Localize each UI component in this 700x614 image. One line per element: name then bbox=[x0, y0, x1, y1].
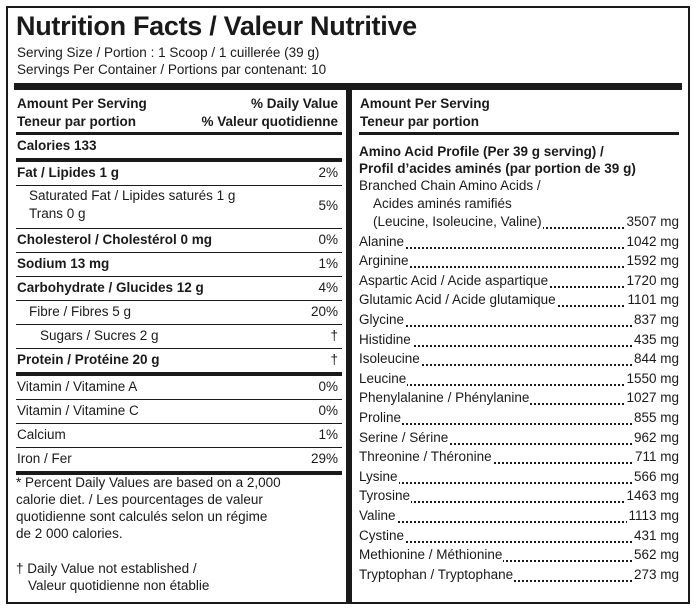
nutrient-value: 0% bbox=[318, 403, 338, 418]
amino-name: Phenylalanine / Phénylanine bbox=[359, 390, 530, 406]
saturated-fat-row bbox=[16, 186, 342, 229]
amino-acid-row bbox=[359, 487, 679, 507]
amino-name: Leucine bbox=[359, 370, 407, 386]
nutrient-table-header bbox=[16, 90, 342, 135]
nutrient-value: 29% bbox=[310, 451, 338, 466]
amino-profile-title bbox=[359, 143, 679, 177]
amount-per-serving-en: Amount Per Serving bbox=[17, 96, 147, 111]
amino-name: Tryptophan / Tryptophane bbox=[359, 566, 514, 582]
amino-acid-list bbox=[359, 233, 679, 586]
amino-name: Threonine / Théronine bbox=[359, 449, 492, 465]
amino-acid-row bbox=[359, 429, 679, 449]
amino-value: 844 mg bbox=[633, 351, 679, 367]
nutrient-label: Iron / Fer bbox=[17, 451, 72, 466]
amino-name: Proline bbox=[359, 409, 402, 425]
amino-value: 566 mg bbox=[633, 468, 679, 484]
nutrition-facts-panel bbox=[6, 6, 690, 604]
amount-per-serving-fr: Teneur par portion bbox=[17, 114, 137, 129]
nutrient-label: Carbohydrate / Glucides 12 g bbox=[17, 280, 204, 295]
amino-acid-row bbox=[359, 527, 679, 547]
amino-name: Histidine bbox=[359, 331, 411, 347]
nutrient-value: 4% bbox=[318, 280, 338, 295]
footnote-line: Valeur quotidienne non établie bbox=[28, 578, 210, 593]
amino-name: Isoleucine bbox=[359, 351, 420, 367]
cholesterol-row bbox=[16, 229, 342, 253]
amino-acid-row bbox=[359, 389, 679, 409]
amino-value: 1101 mg bbox=[627, 292, 679, 308]
protein-row bbox=[16, 349, 342, 376]
nutrient-sublabel: Trans 0 g bbox=[29, 206, 86, 221]
amino-acid-row bbox=[359, 291, 679, 311]
footnote-daily-value bbox=[16, 474, 281, 542]
amino-value: 1550 mg bbox=[626, 370, 679, 386]
amino-acid-row bbox=[359, 370, 679, 390]
footnote-line: * Percent Daily Values are based on a 2,000 bbox=[16, 475, 281, 490]
amino-name: Methionine / Méthionine bbox=[359, 547, 503, 563]
footnote-line: de 2 000 calories. bbox=[16, 526, 123, 541]
amino-acid-row bbox=[359, 468, 679, 488]
serving-size: Serving Size / Portion : 1 Scoop / 1 cuillerée (39 g) bbox=[17, 45, 320, 60]
amino-acid-row bbox=[359, 311, 679, 331]
nutrient-label: Calcium bbox=[17, 427, 66, 442]
page-title: Nutrition Facts / Valeur Nutritive bbox=[16, 11, 417, 41]
fat-row bbox=[16, 162, 342, 186]
amino-name: Glycine bbox=[359, 311, 405, 327]
amino-value: 1027 mg bbox=[626, 390, 679, 406]
amino-acid-table bbox=[359, 90, 679, 585]
leader-dots bbox=[359, 541, 679, 543]
nutrient-value: 20% bbox=[310, 304, 338, 319]
nutrient-label: Vitamin / Vitamine C bbox=[17, 403, 139, 418]
fibre-row bbox=[16, 301, 342, 325]
amino-acid-row bbox=[359, 350, 679, 370]
nutrient-value: 1% bbox=[318, 427, 338, 442]
nutrient-label: Protein / Protéine 20 g bbox=[17, 352, 160, 367]
bcaa-label-fr: Acides aminés ramifiés bbox=[373, 196, 512, 211]
nutrient-value: 0% bbox=[318, 232, 338, 247]
amount-per-serving-en: Amount Per Serving bbox=[360, 96, 490, 111]
amino-profile-title-fr: Profil d’acides aminés (par portion de 39 g) bbox=[359, 161, 636, 176]
amino-value: 1113 mg bbox=[628, 507, 679, 523]
amino-value: 273 mg bbox=[633, 566, 679, 582]
amino-value: 1720 mg bbox=[626, 272, 679, 288]
calories-label: Calories 133 bbox=[17, 138, 97, 153]
leader-dots bbox=[359, 482, 679, 484]
amino-table-header bbox=[359, 90, 679, 135]
amino-acid-row bbox=[359, 409, 679, 429]
footnote-dagger bbox=[16, 560, 209, 594]
nutrient-value: 1% bbox=[318, 256, 338, 271]
amino-name: Arginine bbox=[359, 253, 409, 269]
leader-dots bbox=[359, 325, 679, 327]
nutrient-label: Fibre / Fibres 5 g bbox=[29, 304, 132, 319]
nutrient-value: 5% bbox=[318, 198, 338, 213]
amino-name: Tyrosine bbox=[359, 488, 411, 504]
daily-value-fr: % Valeur quotidienne bbox=[201, 114, 338, 129]
bcaa-block bbox=[359, 177, 679, 213]
amino-value: 1592 mg bbox=[626, 253, 679, 269]
nutrient-value: 2% bbox=[318, 165, 338, 180]
amino-name: Cystine bbox=[359, 527, 405, 543]
amino-acid-row bbox=[359, 448, 679, 468]
nutrient-table bbox=[16, 90, 342, 475]
servings-per-container: Servings Per Container / Portions par contenant: 10 bbox=[17, 62, 327, 77]
amino-name: (Leucine, Isoleucine, Valine) bbox=[359, 214, 543, 229]
vitamin-c-row bbox=[16, 400, 342, 424]
amino-value: 431 mg bbox=[633, 527, 679, 543]
carbohydrate-row bbox=[16, 277, 342, 301]
footnote-line: calorie diet. / Les pourcentages de valeur bbox=[16, 492, 263, 507]
sodium-row bbox=[16, 253, 342, 277]
amino-acid-row bbox=[359, 566, 679, 586]
amino-value: 435 mg bbox=[633, 331, 679, 347]
amino-name: Lysine bbox=[359, 468, 398, 484]
amino-name: Valine bbox=[359, 507, 396, 523]
bcaa-label-en: Branched Chain Amino Acids / bbox=[359, 178, 541, 193]
amino-acid-row bbox=[359, 252, 679, 272]
calories-row bbox=[16, 135, 342, 162]
column-divider bbox=[346, 83, 352, 602]
nutrient-label: Sodium 13 mg bbox=[17, 256, 110, 271]
nutrient-value: 0% bbox=[318, 379, 338, 394]
amino-name: Alanine bbox=[359, 233, 405, 249]
nutrient-value: † bbox=[330, 352, 338, 367]
amino-name: Aspartic Acid / Acide aspartique bbox=[359, 272, 549, 288]
amino-value: 855 mg bbox=[633, 409, 679, 425]
amino-name: Serine / Sérine bbox=[359, 429, 449, 445]
amino-value: 1042 mg bbox=[626, 233, 679, 249]
amino-profile-title-en: Amino Acid Profile (Per 39 g serving) / bbox=[359, 144, 604, 159]
amount-per-serving-fr: Teneur par portion bbox=[360, 114, 480, 129]
footnote-line: quotidienne sont calculés selon un régime bbox=[16, 509, 268, 524]
nutrient-label: Cholesterol / Cholestérol 0 mg bbox=[17, 232, 213, 247]
amino-acid-row bbox=[359, 546, 679, 566]
amino-acid-row bbox=[359, 272, 679, 292]
calcium-row bbox=[16, 424, 342, 448]
amino-acid-row bbox=[359, 331, 679, 351]
nutrient-label: Saturated Fat / Lipides saturés 1 g bbox=[29, 188, 236, 203]
amino-acid-row bbox=[359, 233, 679, 253]
amino-value: 1463 mg bbox=[626, 488, 679, 504]
amino-value: 562 mg bbox=[633, 547, 679, 563]
amino-value: 962 mg bbox=[633, 429, 679, 445]
bcaa-row bbox=[359, 213, 679, 233]
nutrient-value: † bbox=[330, 328, 338, 343]
nutrient-label: Vitamin / Vitamine A bbox=[17, 379, 138, 394]
vitamin-a-row bbox=[16, 376, 342, 400]
leader-dots bbox=[359, 423, 679, 425]
daily-value-en: % Daily Value bbox=[250, 96, 338, 111]
amino-name: Glutamic Acid / Acide glutamique bbox=[359, 292, 556, 308]
amino-value: 711 mg bbox=[634, 449, 679, 465]
nutrient-label: Sugars / Sucres 2 g bbox=[40, 328, 159, 343]
footnote-line: † Daily Value not established / bbox=[16, 561, 197, 576]
iron-row bbox=[16, 448, 342, 475]
amino-value: 3507 mg bbox=[626, 214, 679, 229]
amino-acid-row bbox=[359, 507, 679, 527]
nutrient-label: Fat / Lipides 1 g bbox=[17, 165, 120, 180]
sugars-row bbox=[16, 325, 342, 349]
amino-value: 837 mg bbox=[633, 311, 679, 327]
